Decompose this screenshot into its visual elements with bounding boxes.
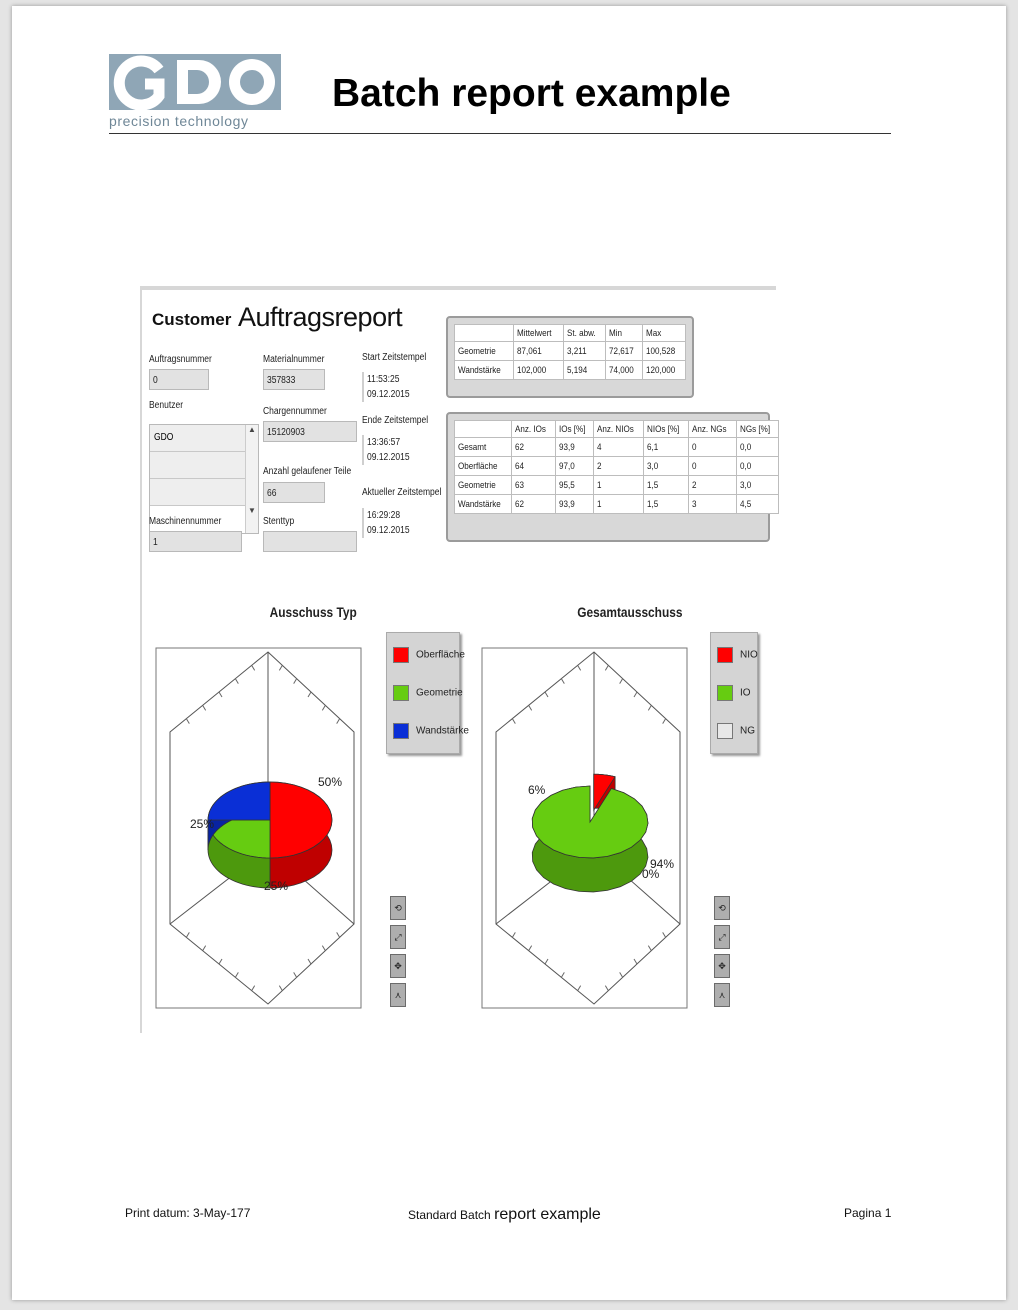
pie-slice — [270, 782, 332, 888]
table-cell: 62 — [512, 438, 555, 457]
auftragsnummer-label: Auftragsnummer — [149, 354, 212, 365]
benutzer-item[interactable]: GDO — [150, 425, 258, 452]
axis-tick — [337, 719, 340, 724]
ende-time: 13:36:57 — [367, 437, 401, 448]
logo-subtitle: precision technology — [109, 113, 249, 129]
zoom-icon[interactable]: ⤢ — [390, 925, 406, 949]
axis-tick — [308, 692, 311, 697]
materialnummer-value: 357833 — [267, 375, 296, 386]
document-page — [12, 6, 1006, 1300]
aktueller-zeitstempel-label: Aktueller Zeitstempel — [362, 487, 442, 498]
table-cell: 2 — [593, 457, 643, 476]
axis-tick — [279, 986, 282, 991]
footer-page-number: Pagina 1 — [844, 1206, 892, 1220]
axis-tick — [279, 665, 282, 670]
chart-legend — [386, 632, 469, 754]
axis-tick — [578, 986, 581, 991]
table-cell: 5,194 — [563, 361, 605, 380]
chargennummer-value: 15120903 — [267, 427, 305, 438]
legend-swatch — [717, 647, 733, 663]
axis-tick — [545, 959, 548, 964]
axis-tick — [294, 679, 297, 684]
table-cell: 3,211 — [563, 342, 605, 361]
axis-tick — [634, 959, 637, 964]
legend-label: NIO — [740, 649, 758, 661]
axis-tick — [219, 959, 222, 964]
axis-tick — [634, 692, 637, 697]
axis-tick — [235, 972, 238, 977]
logo-mark — [109, 54, 281, 110]
axis-tick — [308, 959, 311, 964]
axis-tick — [512, 719, 515, 724]
anzahl-label: Anzahl gelaufener Teile — [263, 466, 352, 477]
start-zeitstempel-label: Start Zeitstempel — [362, 352, 427, 363]
table-cell: 0,0 — [736, 438, 778, 457]
table-cell: 74,000 — [605, 361, 642, 380]
table-cell: 93,9 — [555, 495, 593, 514]
rotate-icon[interactable]: ⟲ — [390, 896, 406, 920]
chart-legend — [710, 632, 758, 754]
table-cell: 3,0 — [644, 457, 689, 476]
table-cell: 1,5 — [644, 476, 689, 495]
table-cell: 6,1 — [644, 438, 689, 457]
legend-swatch — [393, 685, 409, 701]
axis-tick — [561, 972, 564, 977]
axis-tick — [322, 705, 325, 710]
axis-tick — [322, 946, 325, 951]
axis-tick — [203, 705, 206, 710]
table-cell: 3 — [689, 495, 737, 514]
table-cell: Wandstärke — [455, 495, 512, 514]
table-cell: 3,0 — [736, 476, 778, 495]
table-cell: 0 — [689, 438, 737, 457]
axis-tick — [545, 692, 548, 697]
table-header-cell: Min — [605, 325, 642, 342]
axis-tick — [663, 719, 666, 724]
customer-label: Customer — [152, 310, 232, 329]
start-date: 09.12.2015 — [367, 389, 410, 400]
table-cell: 0 — [689, 457, 737, 476]
benutzer-label: Benutzer — [149, 400, 184, 411]
materialnummer-label: Materialnummer — [263, 354, 325, 365]
report-title: Auftragsreport — [238, 302, 403, 332]
legend-swatch — [717, 723, 733, 739]
legend-item — [717, 647, 758, 663]
slice-label: 6% — [528, 783, 546, 797]
title-divider — [109, 133, 891, 134]
slice-label: 94% — [650, 857, 675, 871]
legend-item — [393, 685, 463, 701]
axis-tick — [252, 986, 255, 991]
legend-item — [717, 723, 755, 739]
axis-tick — [620, 972, 623, 977]
axis-tick — [605, 665, 608, 670]
legend-swatch — [393, 723, 409, 739]
footer-center-big: report example — [494, 1206, 601, 1223]
axis-tick — [186, 719, 189, 724]
legend-item — [393, 647, 465, 663]
axis-tick — [578, 665, 581, 670]
maschinennummer-value: 1 — [153, 537, 158, 548]
listbox-scrollbar[interactable]: ▲ ▼ — [245, 425, 258, 533]
legend-label: IO — [740, 687, 751, 699]
legend-swatch — [393, 647, 409, 663]
report-screenshot — [140, 286, 776, 1033]
table-cell: 1,5 — [644, 495, 689, 514]
axis-tick — [252, 665, 255, 670]
table-header-cell: Anz. NIOs — [593, 421, 643, 438]
rotate-icon[interactable]: ⟲ — [714, 896, 730, 920]
slice-label: 0% — [642, 867, 660, 881]
table-header-cell: St. abw. — [563, 325, 605, 342]
table-header-cell: Mittelwert — [514, 325, 563, 342]
table-cell: 4,5 — [736, 495, 778, 514]
chart-title: Ausschuss Typ — [269, 604, 357, 620]
slice-label: 25% — [190, 817, 215, 831]
axis-tick — [529, 946, 532, 951]
document-title: Batch report example — [332, 72, 731, 115]
legend-label: Geometrie — [416, 687, 463, 699]
axis-tick — [605, 986, 608, 991]
legend-item — [717, 685, 751, 701]
axis-tick — [620, 679, 623, 684]
axis-tick — [648, 946, 651, 951]
table-cell: 100,528 — [643, 342, 686, 361]
axis-tick — [235, 679, 238, 684]
axis-tick — [648, 705, 651, 710]
table-cell: 64 — [512, 457, 555, 476]
reset-view-icon[interactable]: ⋏ — [390, 983, 406, 1007]
legend-label: Wandstärke — [416, 725, 469, 737]
table-cell: 1 — [593, 495, 643, 514]
table-header-cell: Anz. NGs — [689, 421, 737, 438]
footer-center — [408, 1206, 601, 1224]
pan-icon[interactable]: ✥ — [390, 954, 406, 978]
table-cell: 63 — [512, 476, 555, 495]
start-time: 11:53:25 — [367, 374, 400, 385]
axis-tick — [337, 932, 340, 937]
table-header-cell: Max — [643, 325, 686, 342]
table-cell: Oberfläche — [455, 457, 512, 476]
pie-slice — [532, 786, 648, 892]
aktuell-time: 16:29:28 — [367, 510, 401, 521]
legend-label: Oberfläche — [416, 649, 465, 661]
table-cell: 97,0 — [555, 457, 593, 476]
axis-tick — [203, 946, 206, 951]
legend-label: NG — [740, 725, 755, 737]
table-cell: 2 — [689, 476, 737, 495]
table-cell: 0,0 — [736, 457, 778, 476]
pan-icon[interactable]: ✥ — [714, 954, 730, 978]
legend-swatch — [717, 685, 733, 701]
table-cell: 87,061 — [514, 342, 563, 361]
reset-view-icon[interactable]: ⋏ — [714, 983, 730, 1007]
footer-center-small: Standard Batch — [408, 1208, 491, 1222]
axis-tick — [663, 932, 666, 937]
footer-print-date: Print datum: 3-May-177 — [125, 1206, 251, 1220]
stenttyp-label: Stenttyp — [263, 516, 295, 527]
zoom-icon[interactable]: ⤢ — [714, 925, 730, 949]
table-cell: Gesamt — [455, 438, 512, 457]
table-cell: Geometrie — [455, 342, 514, 361]
axis-tick — [219, 692, 222, 697]
table-cell: 95,5 — [555, 476, 593, 495]
table-header-cell: IOs [%] — [555, 421, 593, 438]
axis-tick — [294, 972, 297, 977]
table-cell: 93,9 — [555, 438, 593, 457]
slice-label: 50% — [318, 775, 343, 789]
axis-tick — [512, 932, 515, 937]
table-cell: 120,000 — [643, 361, 686, 380]
auftragsnummer-value: 0 — [153, 375, 158, 386]
chart-title: Gesamtausschuss — [577, 604, 683, 620]
table-header-cell: NIOs [%] — [644, 421, 689, 438]
maschinennummer-label: Maschinennummer — [149, 516, 222, 527]
slice-label: 25% — [264, 879, 289, 893]
anzahl-value: 66 — [267, 488, 277, 499]
gdo-logo — [109, 54, 283, 129]
table-header-cell: Anz. IOs — [512, 421, 555, 438]
table-cell: 4 — [593, 438, 643, 457]
aktuell-date: 09.12.2015 — [367, 525, 410, 536]
table-header-cell: NGs [%] — [736, 421, 778, 438]
table-cell: 62 — [512, 495, 555, 514]
table-cell: 72,617 — [605, 342, 642, 361]
table-cell: Geometrie — [455, 476, 512, 495]
legend-item — [393, 723, 469, 739]
ende-date: 09.12.2015 — [367, 452, 410, 463]
table-cell: Wandstärke — [455, 361, 514, 380]
ende-zeitstempel-label: Ende Zeitstempel — [362, 415, 429, 426]
axis-tick — [186, 932, 189, 937]
table-cell: 102,000 — [514, 361, 563, 380]
axis-tick — [561, 679, 564, 684]
chargennummer-label: Chargennummer — [263, 406, 327, 417]
table-cell: 1 — [593, 476, 643, 495]
axis-tick — [529, 705, 532, 710]
